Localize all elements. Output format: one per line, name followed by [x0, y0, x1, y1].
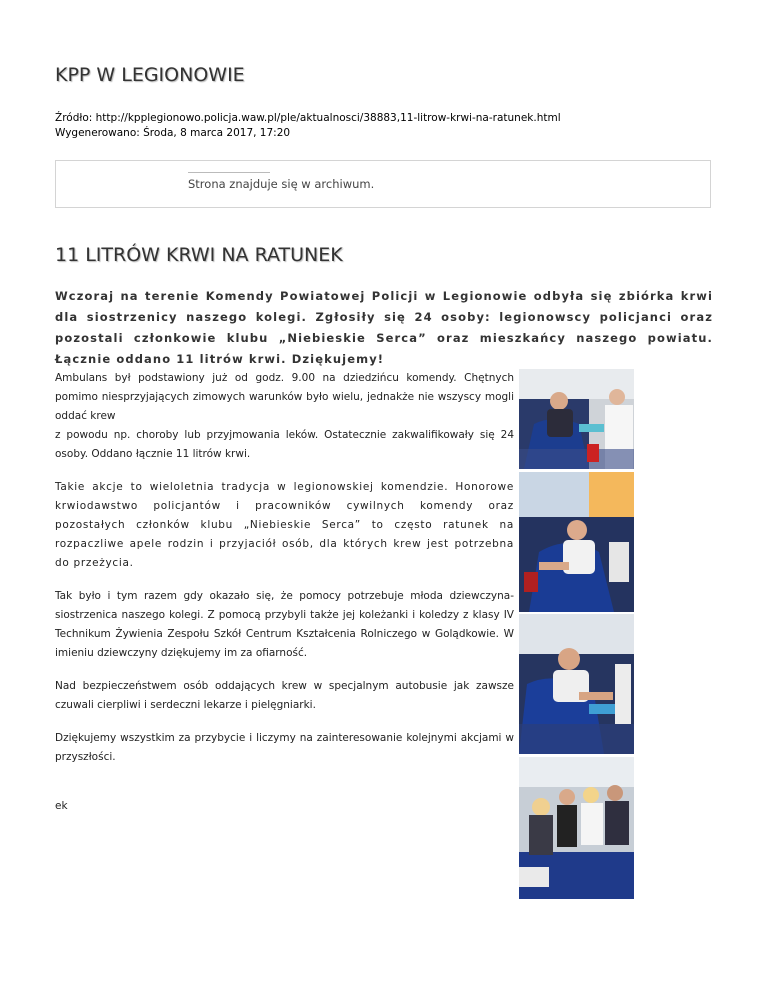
paragraph-text: z powodu np. choroby lub przyjmowania leków. Ostatecznie zakwalifikowały się 24 osoby. Oddano łącznie 11 litrów krwi. [55, 429, 514, 460]
site-title: KPP W LEGIONOWIE [55, 64, 245, 86]
paragraph [55, 677, 514, 715]
archive-notice: Strona znajduje się w archiwum. [188, 177, 375, 191]
paragraph-text: Tak było i tym razem gdy okazało się, że pomocy potrzebuje młoda dziewczyna- siostrzenica naszego kolegi. Z pomocą przybyli także jej koleżanki i koledzy z klasy IV Technikum Żywienia Zespołu Szkół Centrum Kształcenia Rolniczego w Golądkowie. W imieniu dziewczyny dziękujemy im za ofiarność. [55, 590, 514, 659]
photo-donation-3 [519, 614, 634, 754]
paragraph [55, 426, 514, 464]
article-body [55, 369, 514, 830]
article-lead: Wczoraj na terenie Komendy Powiatowej Policji w Legionowie odbyła się zbiórka krwi dla siostrzenicy naszego kolegi. Zgłosiły się 24 osoby: legionowscy policjanci oraz pozostali członkowie klubu „Niebieskie Serca” oraz mieszkańcy naszego powiatu. Łącznie oddano 11 litrów krwi. Dziękujemy! [55, 289, 713, 366]
paragraph [55, 369, 514, 426]
archive-divider [188, 172, 270, 173]
signature: ek [55, 800, 68, 812]
document-meta [55, 111, 561, 141]
paragraph-text: Ambulans był podstawiony już od godz. 9.00 na dziedzińcu komendy. Chętnych pomimo niesprzyjających zimowych warunków było wielu, jednakże nie wszyscy mogli oddać krew [55, 372, 514, 422]
paragraph [55, 587, 514, 663]
generated-date: Wygenerowano: Środa, 8 marca 2017, 17:20 [55, 127, 291, 139]
photo-donation-2 [519, 472, 634, 612]
paragraph-text: Takie akcje to wieloletnia tradycja w legionowskiej komendzie. Honorowe krwiodawstwo policjantów i pracowników cywilnych komendy oraz pozostałych członków klubu „Niebieskie Serca” to często ratunek na rozpaczliwe apele rodzin i przyjaciół osób, dla których krew jest potrzebna do przeżycia. [55, 481, 514, 569]
paragraph-text: Dziękujemy wszystkim za przybycie i liczymy na zainteresowanie kolejnymi akcjami w przyszłości. [55, 732, 514, 763]
archive-notice-box [55, 160, 711, 208]
paragraph [55, 729, 514, 767]
paragraph [55, 478, 514, 573]
photo-donation-1 [519, 369, 634, 469]
article-title: 11 LITRÓW KRWI NA RATUNEK [55, 244, 343, 266]
source-url: Źródło: http://kpplegionowo.policja.waw.pl/ple/aktualnosci/38883,11-litrow-krwi-na-ratunek.html [55, 112, 561, 124]
paragraph-text: Nad bezpieczeństwem osób oddających krew w specjalnym autobusie jak zawsze czuwali cierpliwi i serdeczni lekarze i pielęgniarki. [55, 680, 514, 711]
photo-donors-group [519, 757, 634, 899]
